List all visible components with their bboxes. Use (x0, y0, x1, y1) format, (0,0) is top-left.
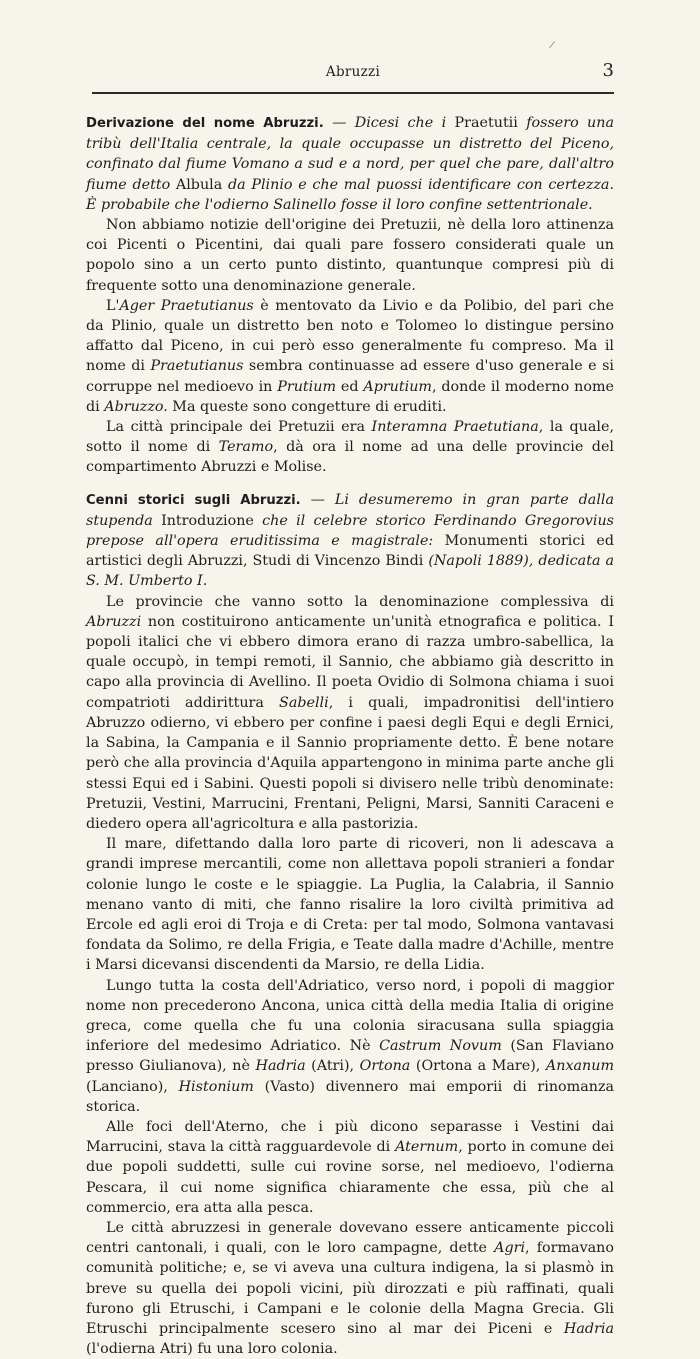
paragraph (86, 215, 614, 296)
text-run: Le provincie che vanno sotto la denominazione complessiva di (106, 593, 614, 610)
text-run: La città principale dei Pretuzii era (106, 419, 372, 436)
text-run: L' (106, 297, 120, 314)
paragraph (86, 834, 614, 975)
paragraph (86, 592, 614, 834)
italic-term: Hadria (255, 1058, 306, 1075)
section-lead-paragraph (86, 113, 614, 215)
text-run: Il mare, difettando dalla loro parte di ricoveri, non li adescava a grandi imprese mercantili, come non allettava popoli stranieri a fondar colonie lungo le coste e le spiaggie. La Puglia, la Calabria, il Sannio menano vanto di miti, che fanno risalire la loro civiltà primitiva ad Ercole ed agli eroi di Troja e di Creta: per tal modo, Solmona vantavasi fondata da Solimo, re della Frigia, e Teate dalla madre d'Achille, mentre i Marsi dicevansi discendenti da Marsio, re della Lidia. (86, 836, 614, 974)
page-number: 3 (602, 60, 614, 81)
italic-term: Histonium (178, 1078, 254, 1095)
section-heading: Derivazione del nome Abruzzi. (86, 116, 324, 131)
text-run: non costituirono anticamente un'unità etnografica e politica. I popoli italici che vi ebbero dimora erano di razza umbro-sabellica, la quale occupò, in tempi remoti, il Sannio, che abbiamo già descritto in capo alla provincia di Avellino. Il poeta Ovidio di Solmona chiama i suoi compatrioti addirittura (86, 613, 614, 711)
italic-term: Hadria (563, 1320, 614, 1337)
text-run: ed (336, 378, 364, 395)
header-rule (92, 92, 614, 94)
section-heading: Cenni storici sugli Abruzzi. (86, 492, 301, 508)
text-run: Le città abruzzesi in generale dovevano essere anticamente piccoli centri cantonali, i quali, con le loro campagne, dette (86, 1219, 614, 1257)
section-lead-paragraph (86, 490, 614, 592)
text-run: Ma queste sono congetture di eruditi. (167, 398, 447, 415)
italic-term: Anxanum (545, 1058, 615, 1075)
text-run: (Vasto) divennero mai emporii di rinomanza storica. (86, 1078, 614, 1115)
text-run: Praetutii (454, 115, 518, 131)
italic-term: Ortona (359, 1058, 411, 1075)
paragraph (86, 976, 614, 1117)
italic-term: (Napoli 1889), dedicata a S. M. Umberto I. (86, 553, 614, 590)
italic-term: che il celebre storico Ferdinando Gregorovius prepose all'opera eruditissima e magistrale: (86, 512, 614, 550)
italic-term: Interamna Praetutiana (371, 419, 539, 436)
italic-term: — Li desumeremo in gran parte dalla stupenda (86, 491, 614, 529)
text-run: Alle foci dell'Aterno, che i più dicono separasse i Vestini dai Marrucini, stava la città ragguardevole di (86, 1118, 614, 1156)
italic-term: — Dicesi che i (323, 115, 455, 131)
text-run: (Ortona a Mare), (410, 1058, 546, 1075)
italic-term: Abruzzi (86, 613, 142, 630)
text-run: (Atri), (305, 1058, 360, 1075)
italic-term: fossero una tribù dell'Italia centrale, la quale occupasse un distretto del Piceno, confinato dal fiume Vomano a sud e a nord, per quel che pare, dall'altro fiume detto (86, 115, 615, 193)
italic-term: Sabelli (279, 694, 329, 711)
italic-term: Agri (494, 1240, 526, 1257)
paragraph (86, 417, 614, 478)
paragraph (86, 1218, 614, 1359)
italic-term: Teramo (218, 439, 274, 456)
text-run: , i quali, impadronitisi dell'intiero Abruzzo odierno, vi ebbero per confine i paesi degli Equi e degli Ernici, la Sabina, la Campania e il Sannio propriamente detto. È bene notare però che alla provincia d'Aquila appartengono in minima parte anche gli stessi Equi ed i Sabini. Questi popoli si divisero nelle tribù denominate: Pretuzii, Vestini, Marrucini, Frentani, Peligni, Marsi, Sanniti Caraceni e diedero opera all'agricoltura e alla pastorizia. (86, 694, 614, 832)
italic-term: Aternum (395, 1139, 459, 1156)
text-run: Lungo tutta la costa dell'Adriatico, verso nord, i popoli di maggior nome non precederono Ancona, unica città della media Italia di origine greca, come quella che fu una colonia siracusana sulla spiaggia inferiore del medesimo Adriatico. Nè (86, 977, 614, 1055)
text-run: (San Flaviano presso Giulianova), nè (86, 1038, 614, 1075)
text-run: Albula (175, 176, 223, 193)
italic-term: da Plinio e che mal puossi identificare con certezza. È probabile che l'odierno Salinello fosse il loro confine settentrionale. (86, 176, 614, 213)
text-run: , donde il moderno nome di (86, 378, 614, 415)
text-run: Introduzione (161, 512, 254, 529)
italic-term: Prutium (277, 378, 337, 395)
text-run: è mentovato da Livio e da Polibio, del pari che da Plinio, quale un distretto ben noto e Tolomeo lo distingue persino affatto dal Piceno, in cui però esso generalmente fu compreso. Ma il nome di (86, 297, 614, 375)
text-run: (l'odierna Atri) fu una loro colonia. (86, 1341, 338, 1358)
margin-mark: / (548, 39, 556, 52)
italic-term: Ager Praetutianus (119, 297, 254, 314)
text-run: , dà ora il nome ad una delle provincie del compartimento Abruzzi e Molise. (86, 439, 614, 476)
text-run: , porto in comune dei due popoli suddetti, sulle cui rovine sorse, nel medioevo, l'odierna Pescara, il cui nome significa chiaramente che essa, più che al commercio, era atta alla pesca. (86, 1139, 615, 1216)
paragraph (86, 1117, 614, 1218)
text-run: Monumenti storici ed artistici degli Abruzzi, Studi di Vincenzo Bindi (86, 533, 614, 570)
running-head: Abruzzi (325, 64, 381, 80)
paragraph (86, 296, 614, 417)
text-run: (Lanciano), (86, 1078, 179, 1095)
text-run: Non abbiamo notizie dell'origine dei Pretuzii, nè della loro attinenza coi Picenti o Picentini, dai quali pare fossero considerati quale un popolo sino a un certo punto distinto, quantunque compresi più di frequente sotto una denominazione generale. (86, 217, 614, 294)
italic-term: Castrum Novum (379, 1038, 502, 1055)
text-run: sembra continuasse ad essere d'uso generale e si corruppe nel medioevo in (86, 358, 614, 395)
text-run: , la quale, sotto il nome di (86, 419, 614, 456)
italic-term: Abruzzo. (104, 398, 168, 415)
page-body (86, 113, 614, 1359)
italic-term: Praetutianus (150, 358, 244, 375)
text-run: , formavano comunità politiche; e, se vi aveva una cultura indigena, la si plasmò in breve su quella dei popoli vicini, più dirozzati e più raffinati, quali furono gli Etruschi, i Campani e le colonie della Magna Grecia. Gli Etruschi principalmente scesero sino al mar dei Piceni e (86, 1240, 614, 1337)
italic-term: Aprutium (363, 378, 432, 395)
page-header (92, 62, 614, 86)
